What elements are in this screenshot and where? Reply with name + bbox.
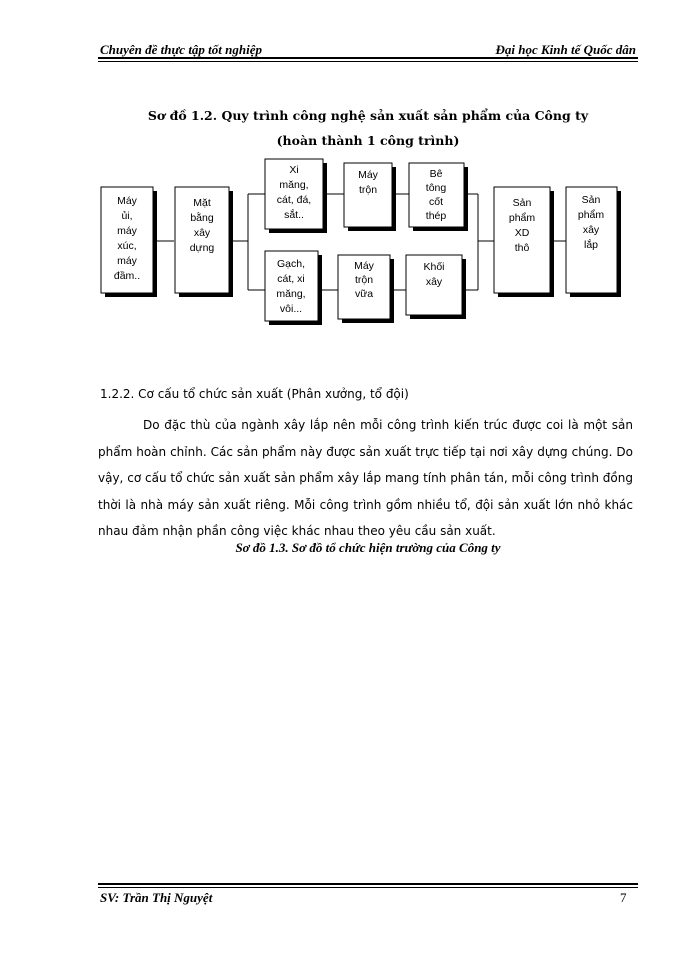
section-paragraph: Do đặc thù của ngành xây lắp nên mỗi công trình kiến trúc được coi là một sản phẩm hoàn chỉnh. Các sản phẩm này được sản xuất trực tiếp tại nơi xây dựng chúng. Do vậy, cơ cấu tổ chức sản xuất sản phẩm xây lắp mang tính phân tán, mỗi công trình đồng thời là nhà máy sản xuất riêng. Mỗi công trình gồm nhiều tổ, đội sản xuất lớn nhỏ khác nhau đảm nhận phần công việc khác nhau theo yêu cầu sản xuất. (98, 418, 633, 538)
footer-rule-thin (98, 887, 638, 888)
box-concrete (409, 163, 468, 231)
box-concrete-line: cốt (428, 196, 444, 208)
box-site-line: bằng (190, 212, 214, 224)
diagram-subtitle: (hoàn thành 1 công trình) (276, 133, 460, 148)
box-rough-product-line: thô (514, 242, 530, 254)
box-equipment-line: Máy (117, 195, 137, 207)
box-final-product-line: Sản (581, 194, 601, 206)
box-site-line: xây (193, 227, 211, 239)
box-rough-product (494, 187, 554, 297)
box-materials-a-line: Xi (289, 164, 299, 176)
box-concrete-line: thép (425, 210, 447, 222)
box-masonry (406, 255, 466, 319)
box-masonry-line: Khối (423, 261, 445, 273)
box-final-product-line: xây (582, 224, 600, 236)
box-rough-product-line: Sản (512, 197, 532, 209)
box-rough-product-line: phẩm (508, 212, 536, 224)
box-equipment-line: máy (117, 225, 137, 237)
box-final-product (566, 187, 621, 297)
box-materials-b-line: măng, (276, 288, 306, 300)
box-equipment (101, 187, 157, 297)
box-equipment-line: đầm.. (113, 270, 141, 282)
header-right: Đại học Kinh tế Quốc dân (495, 42, 636, 57)
box-site-line: dựng (189, 242, 215, 254)
box-equipment-line: máy (117, 255, 137, 267)
box-materials-b-line: vôi... (279, 303, 303, 315)
header-left: Chuyên đề thực tập tốt nghiệp (100, 42, 262, 57)
box-final-product-line: phẩm (577, 209, 605, 221)
box-materials-a-line: sắt.. (284, 209, 304, 221)
footer-student: SV: Trần Thị Nguyệt (100, 890, 213, 905)
box-rough-product-line: XD (514, 227, 530, 239)
box-mortar-mixer (338, 255, 394, 323)
box-materials-b-line: cát, xi (277, 273, 305, 285)
box-materials-a-line: măng, (279, 179, 309, 191)
box-materials-b-line: Gạch, (276, 258, 306, 270)
box-equipment-line: xúc, (117, 240, 137, 252)
section-heading: 1.2.2. Cơ cấu tổ chức sản xuất (Phân xưởng, tổ đội) (100, 387, 409, 401)
box-final-product-line: lắp (583, 239, 599, 251)
page-number: 7 (620, 890, 627, 905)
diagram-caption: Sơ đồ 1.3. Sơ đồ tổ chức hiện trường của Công ty (235, 540, 501, 555)
box-materials-b (265, 251, 322, 325)
box-masonry-line: xây (425, 276, 443, 288)
box-equipment-line: ủi, (121, 210, 133, 222)
box-mortar-mixer-line: vữa (354, 288, 374, 300)
box-mortar-mixer-line: trộn (354, 274, 374, 286)
diagram-title: Sơ đồ 1.2. Quy trình công nghệ sản xuất sản phẩm của Công ty (147, 108, 589, 123)
box-concrete-line: tông (425, 182, 447, 194)
process-flow-diagram (0, 0, 700, 400)
box-mixer-line: Máy (358, 169, 378, 181)
box-concrete-line: Bê (429, 168, 443, 180)
box-materials-a-line: cát, đá, (276, 194, 312, 206)
footer-rule (98, 883, 638, 885)
box-site (175, 187, 233, 297)
box-site-line: Mặt (193, 197, 211, 209)
box-materials-a (265, 159, 327, 233)
box-mixer (344, 163, 396, 231)
box-mixer-line: trộn (358, 184, 378, 196)
box-mortar-mixer-line: Máy (354, 260, 374, 272)
